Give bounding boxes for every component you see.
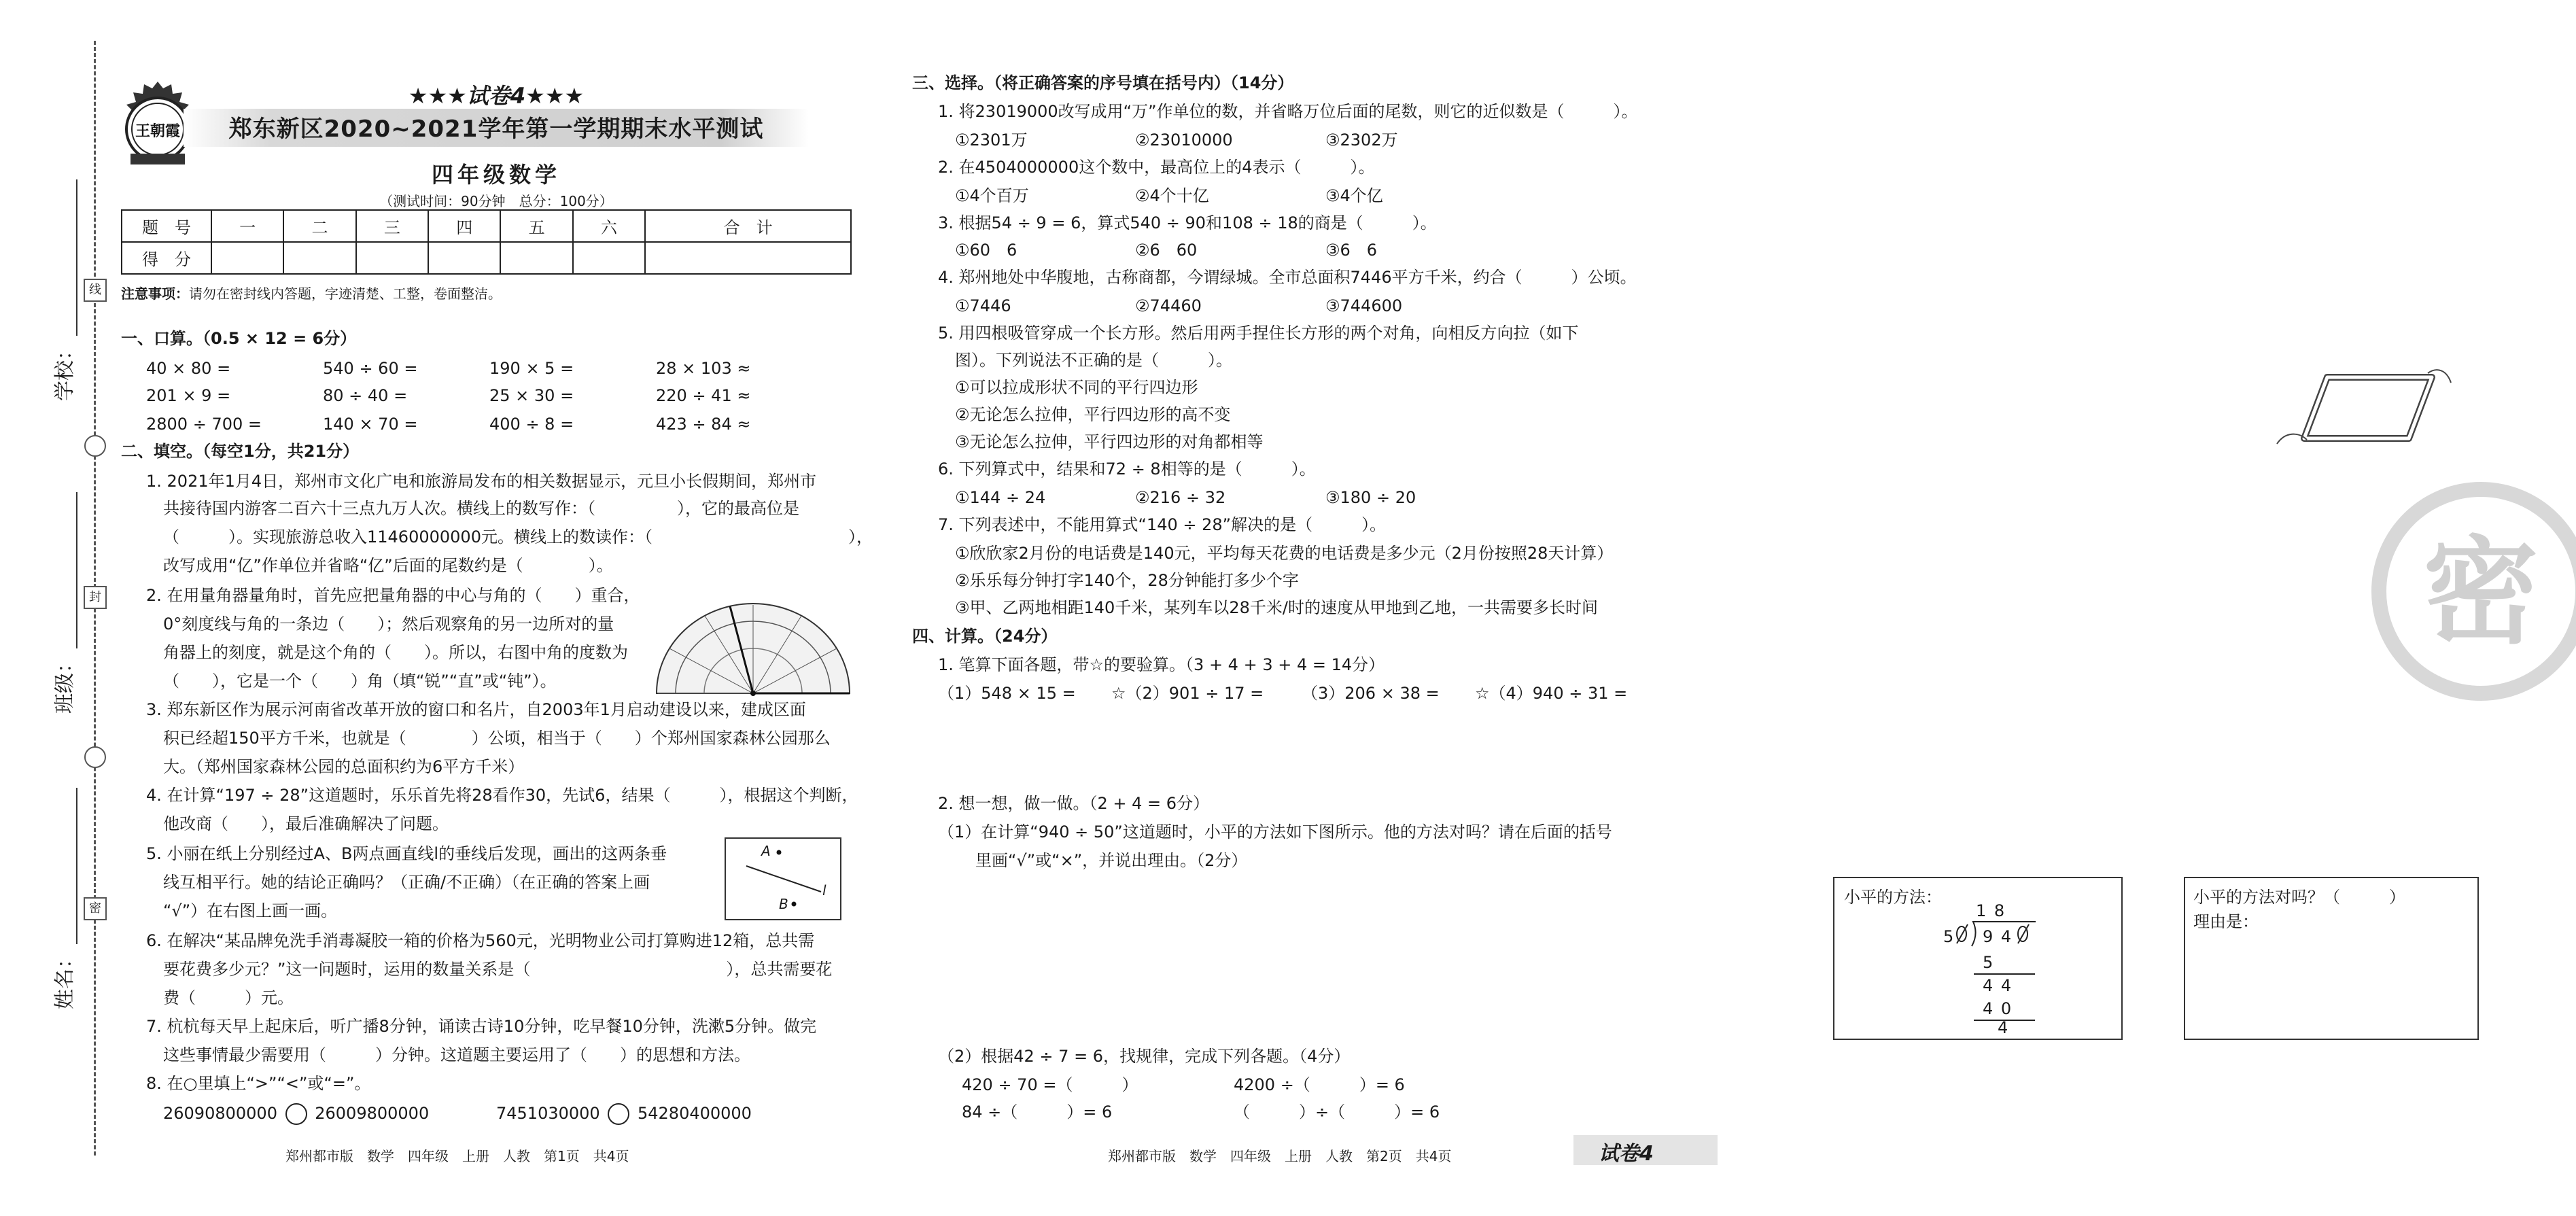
compare-circle[interactable]	[285, 1103, 307, 1125]
oral-calc-item: 140 × 70 =	[323, 415, 418, 434]
q3-4-opt: ③744600	[1325, 296, 1403, 315]
q3-3-opt: ②6 60	[1135, 241, 1198, 260]
q3-1-opt: ②23010000	[1135, 131, 1233, 150]
q3-4-stem: 4. 郑州地处中华腹地，古称商都，今谓绿城。全市总面积7446平方千米，约合（ ）公顷。	[938, 268, 1637, 287]
table-cell: 二	[283, 210, 355, 242]
q3-4-opt: ①7446	[955, 296, 1011, 315]
table-row	[122, 210, 851, 242]
footer-left: 郑州都市版 数学 四年级 上册 人教 第1页 共4页	[285, 1148, 629, 1164]
score-input-cell[interactable]	[428, 242, 500, 274]
quotient: 1 8	[1976, 901, 2006, 920]
table-cell: 一	[211, 210, 283, 242]
q3-2-opt: ③4个亿	[1325, 186, 1383, 205]
protractor-figure	[651, 598, 855, 697]
compare-b	[496, 1100, 752, 1127]
class-input-line[interactable]	[76, 492, 77, 648]
q2-1-line: 1. 2021年1月4日，郑州市文化广电和旅游局发布的相关数据显示，元旦小长假期间，郑州市	[146, 472, 817, 491]
q3-5-stem: 5. 用四根吸管穿成一个长方形。然后用两手捏住长方形的两个对角，向相反方向拉（如下	[938, 324, 1579, 343]
oral-calc-item: 423 ÷ 84 ≈	[656, 415, 751, 434]
section4-p2-q1-line: 里画“√”或“×”，并说出理由。（2分）	[975, 851, 1248, 870]
school-field[interactable]	[48, 179, 77, 401]
exam-title: 郑东新区2020~2021学年第一学期期末水平测试	[228, 116, 764, 143]
q3-5-stem: 图）。下列说法不正确的是（ ）。	[955, 351, 1232, 370]
divisor: 5	[1943, 927, 1954, 946]
pattern-item: 4200 ÷（ ）= 6	[1234, 1075, 1405, 1094]
oral-calc-item: 40 × 80 =	[146, 359, 231, 378]
perpendicular-figure[interactable]	[725, 837, 841, 920]
school-label: 学校：	[53, 340, 77, 401]
section4-title: 四、计算。（24分）	[912, 627, 1058, 646]
table-cell: 三	[356, 210, 428, 242]
section3-title: 三、选择。（将正确答案的序号填在括号内）（14分）	[912, 73, 1294, 92]
section4-part1-title: 1. 笔算下面各题，带☆的要验算。（3 + 4 + 3 + 4 = 14分）	[938, 655, 1385, 674]
score-input-cell[interactable]	[356, 242, 428, 274]
table-cell: 五	[500, 210, 572, 242]
q3-6-opt: ③180 ÷ 20	[1325, 488, 1416, 507]
name-field[interactable]	[48, 788, 77, 1009]
corner-label: 试卷4	[1599, 1142, 1654, 1166]
notice-text: 请勿在密封线内答题，字迹清楚、工整，卷面整洁。	[189, 285, 502, 302]
division-step: 4 4	[1983, 976, 2013, 995]
q3-6-opt: ①144 ÷ 24	[955, 488, 1046, 507]
q2-4-line: 4. 在计算“197 ÷ 28”这道题时，乐乐首先将28看作30，先试6，结果（ ），根据这个判断，	[146, 786, 858, 805]
cross-out-zero-icon	[2015, 920, 2033, 948]
q2-5-line: 5. 小丽在纸上分别经过A、B两点画直线l的垂线后发现，画出的这两条垂	[146, 844, 667, 863]
method-label: 小平的方法：	[1844, 888, 1942, 907]
binding-hole	[84, 435, 106, 457]
name-input-line[interactable]	[76, 788, 77, 944]
score-input-cell[interactable]	[500, 242, 572, 274]
q2-4-line: 他改商（ ），最后准确解决了问题。	[163, 814, 449, 833]
oral-calc-item: 220 ÷ 41 ≈	[656, 386, 751, 405]
score-input-cell[interactable]	[573, 242, 645, 274]
q2-6-line: 6. 在解决“某品牌免洗手消毒凝胶一箱的价格为560元，光明物业公司打算购进12箱，总共需	[146, 931, 815, 950]
binding-hole	[84, 746, 106, 768]
oral-calc-item: 2800 ÷ 700 =	[146, 415, 262, 434]
stamp-char: 密	[2422, 524, 2539, 660]
division-step: 4 0	[1983, 999, 2013, 1018]
q2-1-line: 改写成用“亿”作单位并省略“亿”后面的尾数约是（ ）。	[163, 556, 613, 575]
q3-1-opt: ①2301万	[955, 131, 1028, 150]
section2-title: 二、填空。（每空1分，共21分）	[121, 442, 360, 461]
point-b-label: B	[779, 896, 788, 912]
table-cell: 合 计	[645, 210, 851, 242]
judgement-answer-box[interactable]	[2184, 877, 2479, 1040]
notice-label: 注意事项：	[121, 285, 189, 302]
judgement-question: 小平的方法对吗？（ ）	[2193, 888, 2405, 907]
name-label: 姓名：	[53, 948, 77, 1009]
q3-2-stem: 2. 在4504000000这个数中，最高位上的4表示（ ）。	[938, 158, 1375, 177]
footer-right: 郑州都市版 数学 四年级 上册 人教 第2页 共4页	[1108, 1148, 1452, 1164]
q2-2-line: 2. 在用量角器量角时，首先应把量角器的中心与角的（ ）重合，	[146, 586, 640, 605]
score-input-cell[interactable]	[645, 242, 851, 274]
written-calc-item: ☆（4）940 ÷ 31 =	[1475, 684, 1628, 703]
q3-3-opt: ①60 6	[955, 241, 1017, 260]
q2-1-line: 共接待国内游客二百六十三点九万人次。横线上的数写作：（ ），它的最高位是	[163, 499, 799, 518]
class-label: 班级：	[53, 653, 77, 714]
q2-7-line: 这些事情最少需要用（ ）分钟。这道题主要运用了（ ）的思想和方法。	[163, 1045, 750, 1064]
left-page	[0, 0, 873, 1216]
compare-b-left: 7451030000	[496, 1104, 600, 1123]
q3-1-opt: ③2302万	[1325, 131, 1398, 150]
q3-6-stem: 6. 下列算式中，结果和72 ÷ 8相等的是（ ）。	[938, 459, 1316, 479]
oral-calc-item: 190 × 5 =	[489, 359, 574, 378]
point-a-label: A	[761, 843, 771, 859]
pattern-item: 84 ÷（ ）= 6	[962, 1102, 1113, 1122]
table-cell: 得 分	[122, 242, 211, 274]
q2-2-line: 角器上的刻度，就是这个角的（ ）。所以，右图中角的度数为	[163, 643, 628, 662]
binding-mark-line: 线	[84, 279, 107, 302]
q3-7-opt: ③甲、乙两地相距140千米，某列车以28千米/时的速度从甲地到乙地，一共需要多长时间	[955, 598, 1598, 617]
table-cell: 题 号	[122, 210, 211, 242]
score-input-cell[interactable]	[283, 242, 355, 274]
q2-3-line: 积已经超150平方千米，也就是（ ）公顷，相当于（ ）个郑州国家森林公园那么	[163, 729, 831, 748]
score-table	[121, 209, 852, 275]
q3-3-opt: ③6 6	[1325, 241, 1378, 260]
pattern-item: 420 ÷ 70 =（ ）	[962, 1075, 1138, 1094]
q2-6-line: 要花费多少元？”这一问题时，运用的数量关系是（ ），总共需要花	[163, 960, 833, 979]
q2-2-line: 0°刻度线与角的一条边（ ）；然后观察角的另一边所对的量	[163, 614, 614, 633]
table-cell: 四	[428, 210, 500, 242]
cross-out-zero-icon	[1954, 920, 1972, 948]
compare-b-right: 54280400000	[637, 1104, 752, 1123]
section4-p2-q2: （2）根据42 ÷ 7 = 6，找规律，完成下列各题。（4分）	[938, 1047, 1351, 1066]
dividend: 9 4	[1983, 927, 2013, 946]
written-calc-item: （1）548 × 15 =	[938, 684, 1076, 703]
oral-calc-item: 80 ÷ 40 =	[323, 386, 408, 405]
q3-7-opt: ②乐乐每分钟打字140个，28分钟能打多少个字	[955, 571, 1299, 590]
q2-8-stem: 8. 在○里填上“>”“<”或“=”。	[146, 1074, 371, 1093]
q2-6-line: 费（ ）元。	[163, 988, 294, 1007]
reason-label: 理由是：	[2193, 912, 2259, 931]
line-l-label: l	[822, 882, 826, 899]
compare-a-right: 26009800000	[315, 1104, 430, 1123]
q2-1-line: （ ）。实现旅游总收入11460000000元。横线上的数读作：（ ），	[163, 527, 873, 546]
binding-mark-dense: 密	[84, 897, 107, 920]
oral-calc-item: 201 × 9 =	[146, 386, 231, 405]
q2-5-line: “√”）在右图上画一画。	[163, 901, 338, 920]
section1-title: 一、口算。（0.5 × 12 = 6分）	[121, 329, 357, 348]
q3-5-opt: ③无论怎么拉伸，平行四边形的对角都相等	[955, 432, 1264, 451]
q3-4-opt: ②74460	[1135, 296, 1202, 315]
q3-5-opt: ①可以拉成形状不同的平行四边形	[955, 378, 1198, 397]
compare-a-left: 26090800000	[163, 1104, 277, 1123]
written-calc-item: （3）206 × 38 =	[1302, 684, 1440, 703]
xiaoping-method-box	[1833, 877, 2123, 1040]
paper-label: ★★★试卷4★★★	[408, 83, 585, 109]
oral-calc-item: 400 ÷ 8 =	[489, 415, 574, 434]
publisher-logo	[122, 80, 193, 170]
section4-p2-q1-line: （1）在计算“940 ÷ 50”这道题时，小平的方法如下图所示。他的方法对吗？请在后面的括号	[938, 822, 1612, 841]
logo-text: 王朝霞	[135, 122, 181, 140]
q2-7-line: 7. 杭杭每天早上起床后，听广播8分钟，诵读古诗10分钟，吃早餐10分钟，洗漱5分钟。做完	[146, 1017, 817, 1036]
division-remainder: 4	[1998, 1018, 2008, 1037]
q2-2-line: （ ），它是一个（ ）角（填“锐”“直”或“钝”）。	[163, 672, 557, 691]
seal-stamp	[2352, 476, 2576, 707]
q2-3-line: 3. 郑东新区作为展示河南省改革开放的窗口和名片，自2003年1月启动建设以来，建成区面	[146, 700, 806, 719]
oral-calc-item: 540 ÷ 60 =	[323, 359, 418, 378]
compare-circle[interactable]	[608, 1103, 629, 1125]
exam-info: （测试时间：90分钟 总分：100分）	[379, 193, 613, 209]
q3-3-stem: 3. 根据54 ÷ 9 = 6，算式540 ÷ 90和108 ÷ 18的商是（ ）。	[938, 213, 1437, 232]
score-input-cell[interactable]	[211, 242, 283, 274]
q3-6-opt: ②216 ÷ 32	[1135, 488, 1226, 507]
table-cell: 六	[573, 210, 645, 242]
section4-part2-title: 2. 想一想，做一做。（2 + 4 = 6分）	[938, 794, 1210, 813]
table-row	[122, 242, 851, 274]
class-field[interactable]	[48, 492, 77, 714]
straw-parallelogram-figure	[2270, 364, 2454, 452]
oral-calc-item: 28 × 103 ≈	[656, 359, 751, 378]
q3-7-stem: 7. 下列表述中，不能用算式“140 ÷ 28”解决的是（ ）。	[938, 515, 1387, 534]
binding-mark-seal: 封	[84, 586, 107, 609]
oral-calc-item: 25 × 30 =	[489, 386, 574, 405]
written-calc-item: ☆（2）901 ÷ 17 =	[1111, 684, 1264, 703]
pattern-item: （ ）÷（ ）= 6	[1234, 1102, 1440, 1122]
school-input-line[interactable]	[76, 179, 77, 336]
q3-2-opt: ①4个百万	[955, 186, 1029, 205]
notice	[121, 280, 502, 307]
q3-1-stem: 1. 将23019000改写成用“万”作单位的数，并省略万位后面的尾数，则它的近似数是（ ）。	[938, 102, 1638, 121]
right-page	[863, 0, 2539, 1216]
division-step: 5	[1983, 953, 1994, 972]
q3-5-opt: ②无论怎么拉伸，平行四边形的高不变	[955, 405, 1231, 424]
division-rule	[1974, 973, 2035, 975]
q3-2-opt: ②4个十亿	[1135, 186, 1209, 205]
subject-title: 四年级数学	[431, 162, 561, 188]
compare-a	[163, 1100, 429, 1127]
q2-3-line: 大。（郑州国家森林公园的总面积约为6平方千米）	[163, 757, 525, 776]
q2-5-line: 线互相平行。她的结论正确吗？（正确/不正确）（在正确的答案上画	[163, 873, 650, 892]
q3-7-opt: ①欣欣家2月份的电话费是140元，平均每天花费的电话费是多少元（2月份按照28天计算）	[955, 544, 1614, 563]
